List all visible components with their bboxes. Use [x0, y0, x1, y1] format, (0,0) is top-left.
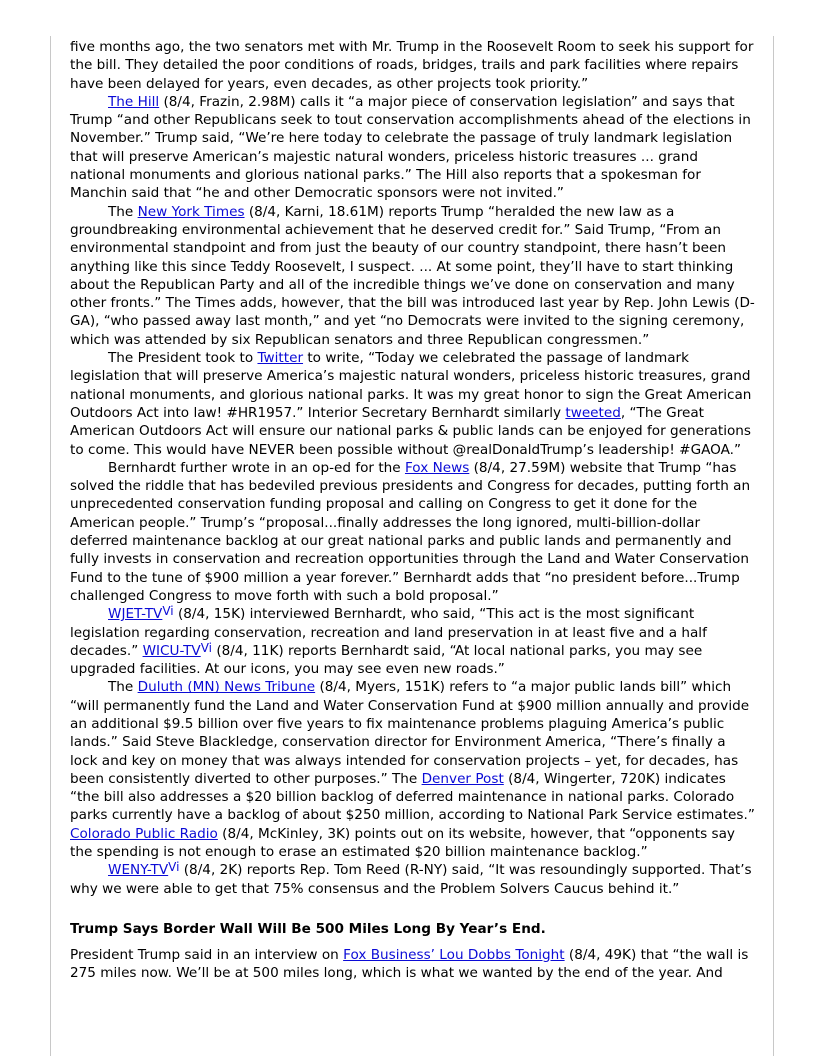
text-run: President Trump said in an interview on: [70, 946, 344, 963]
text-run: (8/4, 2K) reports Rep. Tom Reed (R-NY) said, “It was resoundingly supported. That’s why we were able to get that 75% consensus and the Problem Solvers Caucus behind it.”: [70, 862, 752, 897]
section-heading: Trump Says Border Wall Will Be 500 Miles Long By Year’s End.: [70, 920, 546, 937]
paragraph: [70, 349, 756, 459]
paragraph: [70, 38, 756, 93]
paragraph: [70, 605, 756, 678]
paragraph: [70, 203, 756, 349]
text-run: (8/4, Karni, 18.61M) reports Trump “heralded the new law as a groundbreaking environmental achievement that he deserved credit for.” Said Trump, “From an environmental standpoint and from just the beauty of our country standpoint, there hasn’t been anything like this since Teddy Roosevelt, I suspect. ... At some point, they’ll have to start thinking about the Republican Party and all of the incredible things we’ve done on conservation and many other fronts.” The Times adds, however, that the bill was introduced last year by Rep. John Lewis (D-GA), “who passed away last month,” and yet “no Democrats were invited to the signing ceremony, which was attended by six Republican senators and three Republican congressmen.”: [70, 203, 755, 348]
text-run: The President took to: [108, 350, 258, 367]
link-twitter[interactable]: Twitter: [257, 350, 304, 367]
text-run: Bernhardt further wrote in an op-ed for the: [108, 459, 405, 476]
link-wicu-tv[interactable]: WICU-TV: [142, 642, 201, 659]
text-run: (8/4, 27.59M) website that Trump “has solved the riddle that has bedeviled previous presidents and Congress for decades, putting forth an unprecedented conservation funding proposal and calling on Congress to get it done for the American people.” Trump’s “proposal...finally addresses the long ignored, multi-billion-dollar deferred maintenance backlog at our great national parks and public lands and permanently and fully invests in conservation and recreation opportunities through the Land and Water Conservation Fund to the tune of $900 million a year forever.” Bernhardt adds that “no president before...Trump challenged Congress to move forth with such a bold proposal.”: [70, 459, 751, 604]
link-duluth-mn-news-tribune[interactable]: Duluth (MN) News Tribune: [137, 679, 316, 696]
text-run: The: [108, 679, 138, 696]
article-paragraphs: [70, 38, 756, 898]
link-weny-tv[interactable]: WENY-TV: [108, 862, 169, 879]
link-fox-business-lou-dobbs-tonight[interactable]: Fox Business’ Lou Dobbs Tonight: [343, 946, 565, 963]
document-body: [70, 38, 756, 983]
link-new-york-times[interactable]: New York Times: [137, 203, 245, 220]
text-run: (8/4, 11K) reports Bernhardt said, “At local national parks, you may see upgraded facilities. At our icons, you may see even new roads.”: [70, 642, 703, 678]
paragraph: [70, 861, 756, 898]
text-run: (8/4, 49K) that “the wall is 275 miles now. We’ll be at 500 miles long, which is what we wanted by the end of the year. And: [70, 946, 749, 982]
text-run: (8/4, McKinley, 3K) points out on its website, however, that “opponents say the spending is not enough to erase an estimated $20 billion maintenance backlog.”: [70, 825, 735, 861]
right-margin-rule: [773, 36, 774, 1056]
paragraph: [70, 459, 756, 605]
text-run: (8/4, Wingerter, 720K) indicates “the bill also addresses a $20 billion backlog of deferred maintenance in national parks. Colorado parks currently have a backlog of about $250 million, according to National Park Service estimates.”: [70, 770, 755, 824]
link-the-hill[interactable]: The Hill: [108, 93, 160, 110]
link-denver-post[interactable]: Denver Post: [421, 770, 504, 787]
paragraph: [70, 93, 756, 203]
text-run: five months ago, the two senators met with Mr. Trump in the Roosevelt Room to seek his support for the bill. They detailed the poor conditions of roads, bridges, trails and park facilities where repairs have been delayed for years, even decades, as other projects took priority.”: [70, 39, 754, 92]
text-run: , “The Great American Outdoors Act will ensure our national parks & public lands can be enjoyed for generations to come. This would have NEVER been possible without @realDonaldTrump’s leadership! #GAOA.”: [70, 404, 752, 458]
link-colorado-public-radio[interactable]: Colorado Public Radio: [70, 825, 218, 842]
link-fox-news[interactable]: Fox News: [404, 459, 470, 476]
text-run: (8/4, 15K) interviewed Bernhardt, who said, “This act is the most significant legislation regarding conservation, recreation and land preservation in at least five and a half decades.”: [70, 606, 707, 659]
section-lead-paragraph: [70, 946, 756, 983]
left-margin-rule: [50, 36, 51, 1056]
paragraph: [70, 678, 756, 861]
link-tweeted[interactable]: tweeted: [565, 404, 621, 421]
link-wjet-tv[interactable]: WJET-TV: [108, 606, 163, 623]
text-run: (8/4, Frazin, 2.98M) calls it “a major piece of conservation legislation” and says that Trump “and other Republicans seek to tout conservation accomplishments ahead of the elections in November.” Trump said, “We’re here today to celebrate the passage of truly landmark legislation that will preserve American’s majestic natural wonders, priceless historic treasures ... grand national monuments and glorious national parks.” The Hill also reports that a spokesman for Manchin said that “he and other Democratic sponsors were not invited.”: [70, 93, 751, 202]
video-indicator-icon: Vi: [200, 640, 212, 655]
video-indicator-icon: Vi: [168, 860, 180, 875]
text-run: to write, “Today we celebrated the passage of landmark legislation that will preserve America’s majestic natural wonders, priceless historic treasures, grand national monuments, and glorious national parks. It was my great honor to sign the Great American Outdoors Act into law! #HR1957.” Interior Secretary Bernhardt similarly: [70, 350, 752, 421]
video-indicator-icon: Vi: [162, 604, 174, 619]
text-run: (8/4, Myers, 151K) refers to “a major public lands bill” which “will permanently fund the Land and Water Conservation Fund at $900 million annually and provide an additional $9.5 billion over five years to fix maintenance problems plaguing America’s public lands.” Said Steve Blackledge, conservation director for Environment America, “There’s finally a lock and key on money that was always intended for conservation projects – yet, for decades, has been consistently diverted to other purposes.” The: [70, 679, 750, 787]
text-run: The: [108, 203, 138, 220]
